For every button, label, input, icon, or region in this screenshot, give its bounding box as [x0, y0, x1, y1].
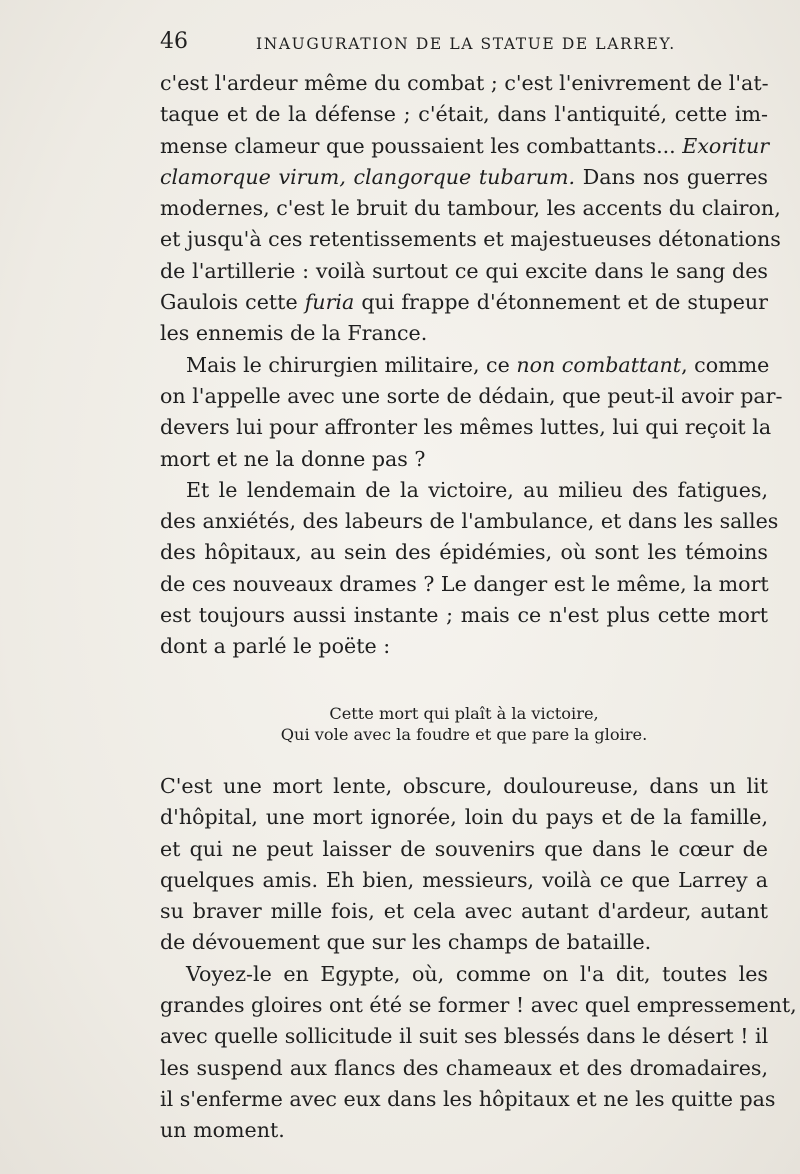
text-line: et qui ne peut laisser de souvenirs que dans le cœur de: [160, 836, 768, 861]
text-line: il s'enferme avec eux dans les hôpitaux et ne les quitte pas: [160, 1086, 776, 1111]
text-line: modernes, c'est le bruit du tambour, les accents du clairon,: [160, 196, 781, 221]
text-segment: Dans nos guerres: [575, 164, 768, 189]
paragraph-4: [160, 771, 768, 959]
text-segment: Mais le chirurgien militaire, ce: [186, 352, 517, 377]
text-line: les suspend aux flancs des chameaux et des dromadaires,: [160, 1055, 768, 1080]
body-text-upper: [160, 68, 783, 663]
verse-quotation: [160, 703, 768, 745]
italic-word: furia: [304, 290, 355, 315]
text-line: c'est l'ardeur même du combat ; c'est l'enivrement de l'at-: [160, 71, 769, 95]
text-line: devers lui pour affronter les mêmes luttes, lui qui reçoit la: [160, 415, 772, 440]
text-line: quelques amis. Eh bien, messieurs, voilà ce que Larrey a: [160, 867, 768, 892]
italic-phrase: non combattant: [516, 352, 682, 377]
latin-quote: Exoritur: [682, 133, 770, 158]
paragraph-2: [160, 350, 783, 475]
text-line: taque et de la défense ; c'était, dans l'antiquité, cette im-: [160, 102, 768, 127]
text-segment: qui frappe d'étonnement et de stupeur: [354, 290, 768, 315]
text-line: d'hôpital, une mort ignorée, loin du pays et de la famille,: [160, 805, 768, 830]
text-segment: , comme: [681, 352, 770, 377]
text-line: mort et ne la donne pas ?: [160, 446, 426, 471]
text-line: on l'appelle avec une sorte de dédain, que peut-il avoir par-: [160, 383, 783, 408]
paragraph-3: [160, 475, 779, 663]
text-line: des hôpitaux, au sein des épidémies, où sont les témoins: [160, 540, 768, 565]
text-line: C'est une mort lente, obscure, douloureuse, dans un lit: [160, 774, 768, 798]
text-line: [160, 350, 768, 381]
body-text-lower: [160, 771, 797, 1147]
text-line: dont a parlé le poëte :: [160, 634, 391, 659]
text-line: [160, 162, 768, 193]
text-line: de ces nouveaux drames ? Le danger est le même, la mort: [160, 571, 769, 596]
page-number: 46: [160, 29, 188, 54]
text-line: avec quelle sollicitude il suit ses blessés dans le désert ! il: [160, 1024, 769, 1049]
verse-line: Cette mort qui plaît à la victoire,: [329, 704, 599, 723]
text-line: Voyez-le en Egypte, où, comme on l'a dit, toutes les: [186, 961, 768, 986]
verse-line: Qui vole avec la foudre et que pare la gloire.: [280, 725, 648, 744]
text-line: grandes gloires ont été se former ! avec quel empressement,: [160, 993, 797, 1018]
text-segment: mense clameur que poussaient les combattants...: [160, 133, 676, 158]
text-line: est toujours aussi instante ; mais ce n'est plus cette mort: [160, 603, 768, 628]
text-line: un moment.: [160, 1118, 285, 1143]
text-line: [160, 131, 768, 162]
page-header: [160, 24, 768, 60]
paragraph-1: [160, 68, 781, 350]
running-head: INAUGURATION DE LA STATUE DE LARREY.: [256, 35, 676, 53]
text-line: su braver mille fois, et cela avec autant d'ardeur, autant: [160, 899, 768, 924]
latin-quote: clamorque virum, clangorque tubarum.: [160, 164, 576, 189]
text-segment: Gaulois cette: [160, 290, 298, 315]
text-line: des anxiétés, des labeurs de l'ambulance, et dans les salles: [160, 509, 779, 534]
text-line: et jusqu'à ces retentissements et majestueuses détonations: [160, 227, 781, 252]
text-line: les ennemis de la France.: [160, 321, 428, 346]
text-line: [160, 287, 768, 318]
text-line: Et le lendemain de la victoire, au milieu des fatigues,: [186, 477, 768, 502]
paragraph-5: [160, 959, 797, 1147]
text-line: de dévouement que sur les champs de bataille.: [160, 930, 652, 955]
text-line: de l'artillerie : voilà surtout ce qui excite dans le sang des: [160, 258, 768, 283]
